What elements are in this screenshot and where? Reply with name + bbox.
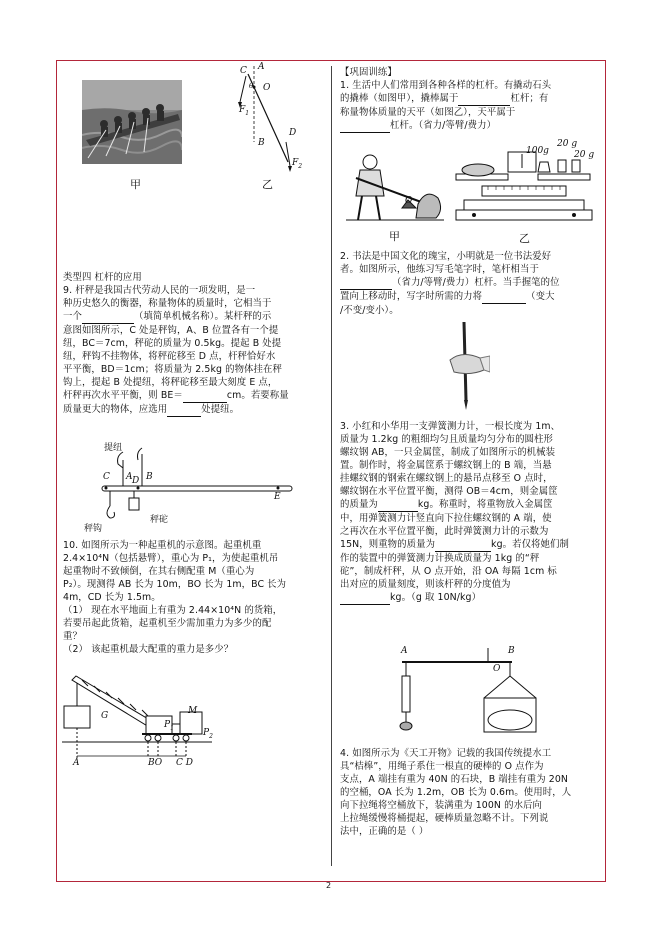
label-chengtuo: 秤砣 xyxy=(150,515,169,525)
label-D2: D xyxy=(132,476,140,486)
answer-blank[interactable] xyxy=(167,403,201,417)
question-3: 3. 小红和小华用一支弹簧测力计，一根长度为 1m、 质量为 1.2kg 的粗细均匀且质量均匀分布的圆柱形 螺纹钢 AB，一只金属筐，制成了如图所示的机械装 置。制作时，将金属筐系于螺纹钢上的 B 端，当悬 挂螺纹钢的钢索在螺纹钢上的悬吊点移至 O 点时， 螺纹钢在水平位置平衡，测得 OB＝4cm，则金属筐 的质量为 kg。称重时，将重物放入金属筐 中，用弹簧测力计竖直向下拉住螺纹钢的 A 端，使 之再次在水平位置平衡，此时弹簧测力计的示数为 15N，则重物的质量为 kg。若仅将她们制 作的装置中的弹簧测力计换成质量为 1kg 的“秤 砣”，制成杆秤，从 O 点开始，沿 OA 每隔 1cm 标 出对应的质量刻度，则该杆秤的分度值为 kg。（g 取 10N/kg） xyxy=(340,421,569,603)
question-4: 4. 如图所示为《天工开物》记载的我国传统提水工 具“桔槔”，用绳子系住一根直的硬棒的 O 点作为 支点，A 端挂有重为 40N 的石块，B 端挂有重为 20N 的空桶，OA 长为 1.2m，OB 长为 0.6m。使用时，人 向下拉绳将空桶放下，装满重为 100N 的水后向 上拉绳缓慢将桶提起，硬棒质量忽略不计。下列说 法中，正确的是（ ） xyxy=(340,748,572,837)
question-9: 类型四 杠杆的应用 9. 杆秤是我国古代劳动人民的一项发明，是一 种历史悠久的衡器，称量物体的质量时，它相当于 一个 （填简单机械名称）。某杆秤的示 意图如图所示，C 处是秤钩，A、B 位置各有一个提 纽，BC＝7cm，秤砣的质量为 0.5kg。提起 B 处提 纽，秤钩不挂物体，将秤砣移至 D 点，杆秤恰好水 平平衡，BD＝1cm；将质量为 2.5kg 的物体挂在秤 钩上，提起 B 处提纽，将秤砣移至最大刻度 E 点， 杆秤再次水平平衡，则 BE＝ cm。若要称量 质量更大的物体，应选用 处提纽。 xyxy=(63,271,325,417)
label-F1: $F_1$ xyxy=(239,105,250,117)
label-G: G xyxy=(101,711,109,721)
label-A2: A xyxy=(126,472,133,482)
label-P1: $P_1$ xyxy=(164,720,174,732)
label-100g: 100g xyxy=(526,146,549,156)
page-number: 2 xyxy=(326,881,332,890)
label-20g-a: 20 g xyxy=(557,139,578,149)
label-A: A xyxy=(258,62,265,72)
rowing-photo xyxy=(82,80,182,164)
brush-figure xyxy=(440,320,490,410)
section-title: 类型四 杠杆的应用 xyxy=(63,272,142,283)
label-chenggou: 秤钩 xyxy=(84,524,103,534)
label-O-crowbar: O xyxy=(405,196,413,206)
label-E: E xyxy=(274,492,281,502)
question-1: 【巩固训练】 1. 生活中人们常用到各种各样的杠杆。有撬动石头 的撬棒（如图甲），撬棒属于 杠杆；有 称量物体质量的天平（如图乙），天平属于 杠杆。（省力/等臂/费力） xyxy=(340,66,602,133)
label-O-rod: O xyxy=(493,664,501,674)
answer-blank[interactable] xyxy=(378,498,418,512)
answer-blank[interactable] xyxy=(482,290,526,304)
rod-basket-figure xyxy=(394,648,554,748)
steelyard-diagram xyxy=(98,440,298,532)
fig-jia-caption-2: 甲 xyxy=(389,230,400,243)
label-P2: $P_2$ xyxy=(203,728,213,740)
fig-jia-caption: 甲 xyxy=(130,178,141,191)
label-20g-b: 20 g xyxy=(574,150,595,160)
balance-figure xyxy=(454,142,594,234)
label-D: D xyxy=(289,128,297,138)
crane-diagram xyxy=(62,672,222,772)
label-B: B xyxy=(258,138,265,148)
crowbar-figure xyxy=(346,150,446,226)
answer-blank[interactable] xyxy=(435,538,491,552)
answer-blank[interactable] xyxy=(183,389,227,403)
fig-yi-caption-2: 乙 xyxy=(519,232,530,245)
label-BO: BO xyxy=(148,758,163,768)
label-O: O xyxy=(263,83,271,93)
answer-blank[interactable] xyxy=(340,276,392,290)
answer-blank[interactable] xyxy=(340,591,390,605)
label-M: M xyxy=(188,706,198,716)
label-A3: A xyxy=(73,758,80,768)
fig-yi-caption: 乙 xyxy=(262,178,273,191)
answer-blank[interactable] xyxy=(340,119,390,133)
label-tiniu: 提纽 xyxy=(104,443,123,453)
label-F2: $F_2$ xyxy=(292,158,303,170)
question-10: 10. 如图所示为一种起重机的示意图。起重机重 2.4×10⁴N（包括悬臂），重心为 P₁，为使起重机吊 起重物时不致倾倒，在其右侧配重 M（重心为 P₂）。现测得 AB 长为 10m，BO 长为 1m，BC 长为 4m，CD 长为 1.5m。 （1） 现在水平地面上有重为 2.44×10⁴N 的货箱， 若要吊起此货箱，起重机至少需加重力为多少的配 重？ （2） 该起重机最大配重的重力是多少？ xyxy=(63,540,287,655)
section-heading: 【巩固训练】 xyxy=(340,67,397,78)
question-2: 2. 书法是中国文化的瑰宝，小明就是一位书法爱好 者。如图所示，他练习写毛笔字时，笔杆相当于 （省力/等臂/费力）杠杆。当手握笔的位 置向上移动时，写字时所需的力将 （变大 /不变/变小）。 xyxy=(340,251,560,316)
label-C2: C xyxy=(103,472,110,482)
label-B2: B xyxy=(146,472,153,482)
label-C: C xyxy=(240,66,247,76)
column-divider xyxy=(331,66,332,866)
label-A-rod: A xyxy=(401,646,408,656)
label-CD: C D xyxy=(176,758,193,768)
answer-blank[interactable] xyxy=(82,310,134,324)
label-theta: θ xyxy=(249,82,254,90)
answer-blank[interactable] xyxy=(458,92,510,106)
label-B-rod: B xyxy=(508,646,515,656)
